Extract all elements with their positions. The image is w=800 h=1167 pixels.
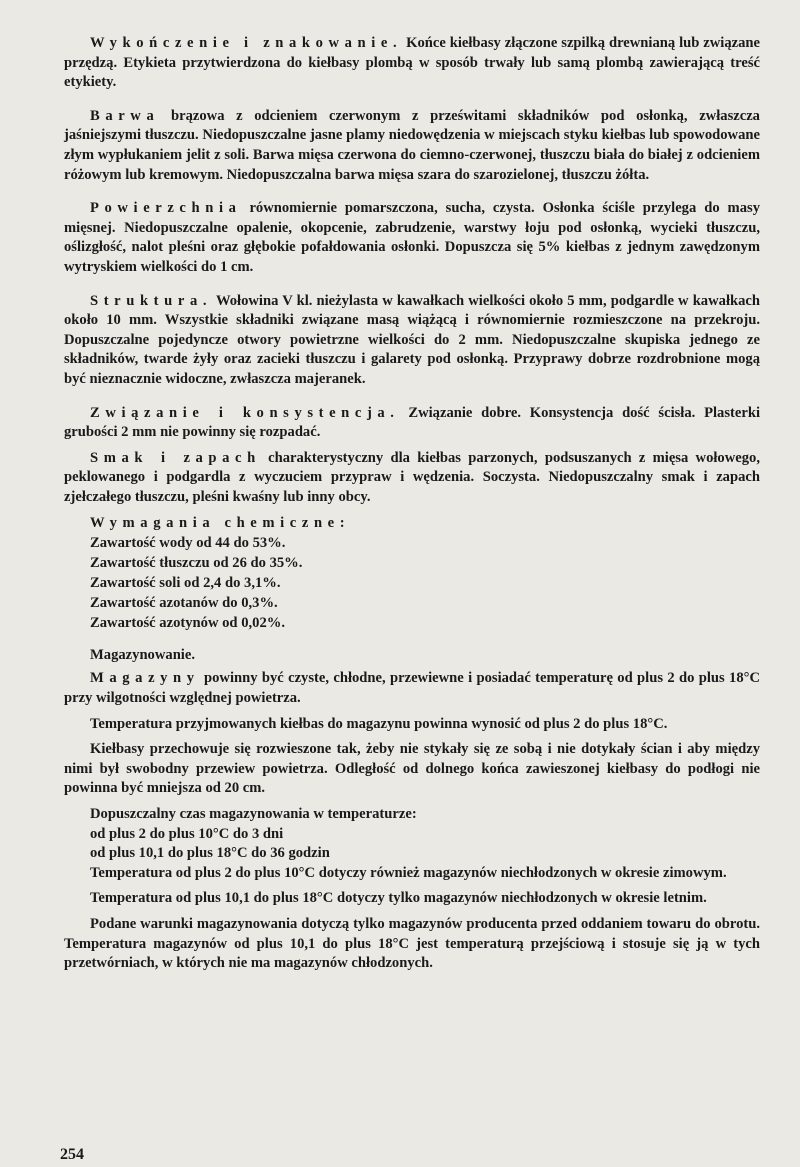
lead-barwa: Barwa [90, 107, 160, 124]
paragraph-barwa [64, 107, 760, 185]
paragraph-hanging: Kiełbasy przechowuje się rozwieszone tak, żeby nie stykały się ze sobą i nie dotykały ścian i aby między nimi był swobodny przewiew powietrza. Odległość od dolnego końca zawieszonej kiełbasy do podłogi nie powinna być mniejsza od 20 cm. [64, 741, 760, 797]
paragraph-smak [64, 449, 760, 508]
text-zwiazanie: Związanie dobre. Konsystencja dość ścisła. Plasterki grubości 2 mm nie powinny się rozpadać. [64, 404, 760, 441]
chemical-item: Zawartość azotanów do 0,3%. [90, 595, 278, 612]
text-barwa: brązowa z odcieniem czerwonym z prześwitami składników pod osłonką, zwłaszcza jaśniejszymi tłuszczu. Niedopuszczalne jasne plamy niedowędzenia w miejscach styku kiełbas lub spowodowane złym wypłukaniem jelit z soli. Barwa mięsa czerwona do ciemno-czerwonej, tłuszczu biała do białej z odcieniem różowym lub kremowym. Niedopuszczalna barwa mięsa szara do szarozielonej, tłuszczu żółta. [64, 107, 760, 183]
text-powierzchnia: równomiernie pomarszczona, sucha, czysta. Osłonka ściśle przylega do masy mięsnej. Niedopuszczalne opalenie, okopcenie, zabrudzenie, warstwy łoju pod osłonką, wycieki tłuszczu, oślizgłość, nalot pleśni oraz głębokie pofałdowania osłonki. Dopuszcza się 5% kiełbas z jednym zawędzonym wytryskiem wielkości do 1 cm. [64, 200, 760, 275]
paragraph-temperature: Temperatura przyjmowanych kiełbas do magazynu powinna wynosić od plus 2 do plus 18°C. [90, 715, 668, 732]
chemical-item: Zawartość soli od 2,4 do 3,1%. [90, 575, 281, 592]
text-wykonczenie: Końce kiełbasy złączone szpilką drewnianą lub związane przędzą. Etykieta przytwierdzona do kiełbasy plombą w sposób trwały lub samą plombą zawierającą treść etykiety. [64, 35, 760, 91]
section-title-storage: Magazynowanie. [90, 647, 195, 664]
paragraph-struktura [64, 292, 760, 390]
paragraph-magazyny [64, 669, 760, 708]
chemical-item: Zawartość azotynów od 0,02%. [90, 615, 285, 632]
paragraph-summer: Temperatura od plus 10,1 do plus 18°C dotyczy tylko magazynów niechłodzonych w okresie letnim. [90, 890, 707, 907]
lead-struktura: Struktura. [90, 292, 213, 309]
chemical-item: Zawartość wody od 44 do 53%. [90, 535, 286, 552]
storage-range-2: od plus 10,1 do plus 18°C do 36 godzin [90, 845, 330, 862]
text-smak: charakterystyczny dla kiełbas parzonych, podsuszanych z mięsa wołowego, peklowanego i podgardla z wyczuciem przypraw i wędzenia. Soczysta. Niedopuszczalny smak i zapach zjełczałego tłuszczu, pleśni kwaśny lub inny obcy. [64, 449, 760, 505]
chemical-heading: Wymagania chemiczne: [90, 515, 351, 532]
lead-zwiazanie: Związanie i konsystencja. [90, 404, 400, 421]
paragraph-wykonczenie [64, 34, 760, 93]
paragraph-zwiazanie [64, 404, 760, 443]
lead-powierzchnia: Powierzchnia [90, 200, 242, 217]
lead-wykonczenie: Wykończenie i znakowanie. [90, 35, 403, 51]
storage-allowed-intro: Dopuszczalny czas magazynowania w temperaturze: [90, 806, 417, 823]
storage-range-1: od plus 2 do plus 10°C do 3 dni [90, 825, 284, 842]
lead-smak: Smak i zapach [90, 449, 261, 466]
paragraph-final: Podane warunki magazynowania dotyczą tylko magazynów producenta przed oddaniem towaru do obrotu. Temperatura magazynów od plus 10,1 do plus 18°C jest temperaturą przejściową i stosuje się ją w tych przetwórniach, w których nie ma magazynów chłodzonych. [64, 916, 760, 972]
lead-magazyny: Magazyny [90, 670, 200, 687]
text-struktura: Wołowina V kl. nieżylasta w kawałkach wielkości około 5 mm, podgardle w kawałkach około 10 mm. Wszystkie składniki związane masą wiążącą i równomiernie rozmieszczone na przekroju. Dopuszczalne pojedyncze otwory powietrzne wielkości do 2 mm. Niedopuszczalne skupiska jednego ze składników, twarde żyły oraz zacieki tłuszczu i galarety pod osłonką. Przyprawy dobrze rozdrobnione mogą być nieznacznie widoczne, zwłaszcza majeranek. [64, 292, 761, 387]
chemical-item: Zawartość tłuszczu od 26 do 35%. [90, 555, 303, 572]
paragraph-winter: Temperatura od plus 2 do plus 10°C dotyczy również magazynów niechłodzonych w okresie zimowym. [90, 864, 727, 881]
chemical-requirements [64, 513, 760, 633]
page-number: 254 [60, 1146, 84, 1163]
paragraph-powierzchnia [64, 199, 760, 277]
text-magazyny: powinny być czyste, chłodne, przewiewne i posiadać temperaturę od plus 2 do plus 18°C przy wilgotności względnej powietrza. [64, 670, 760, 707]
